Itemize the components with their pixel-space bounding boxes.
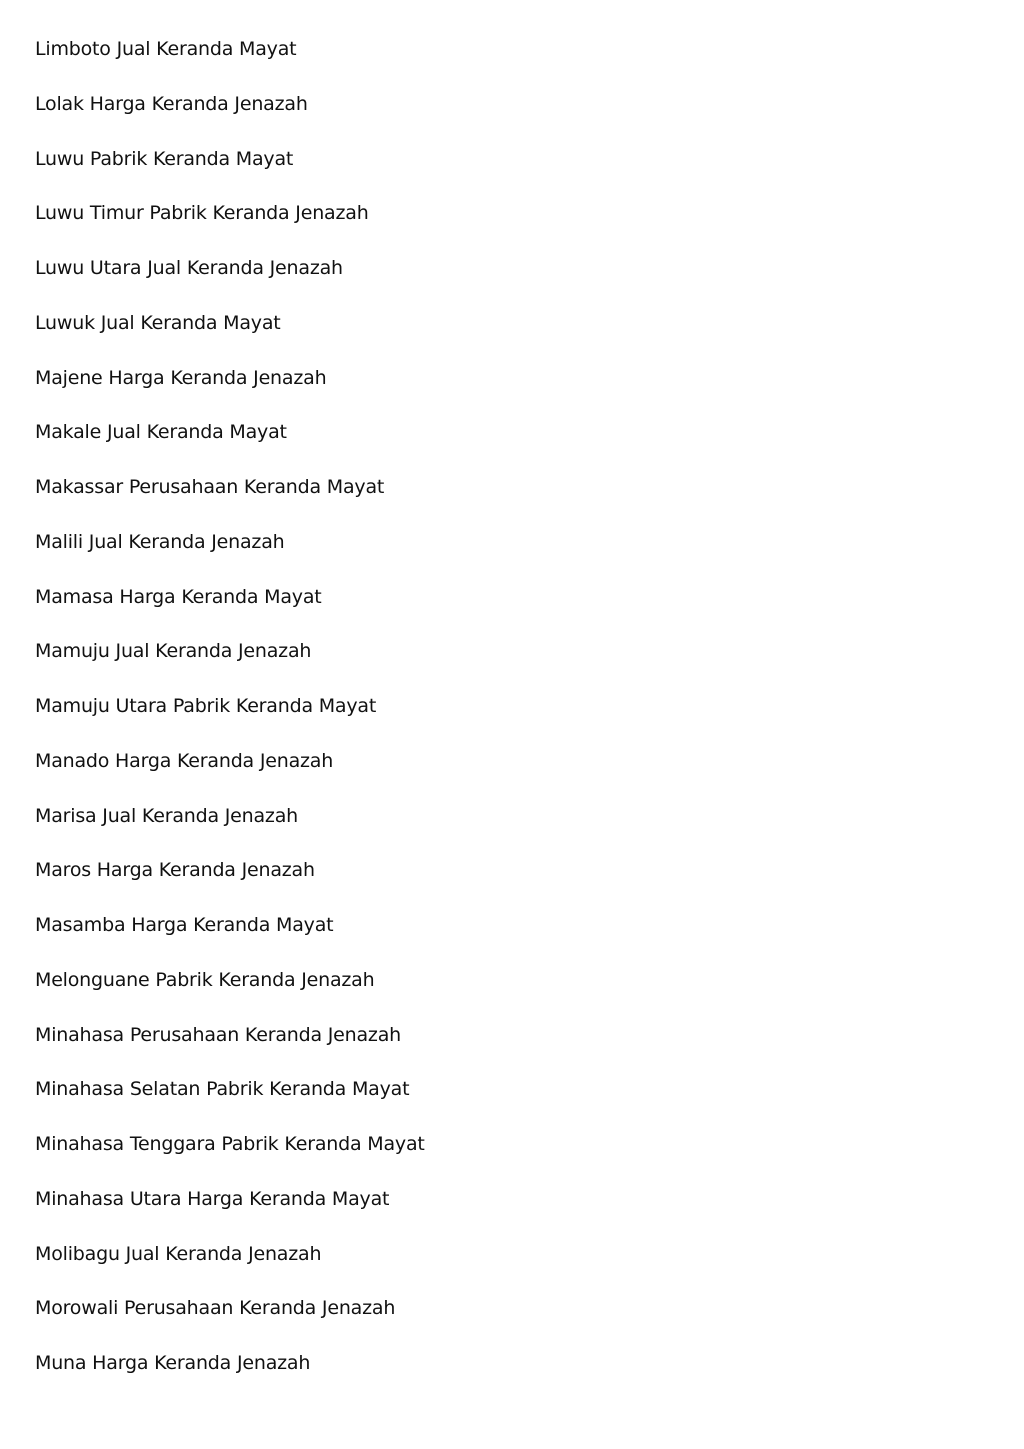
list-item: Luwu Timur Pabrik Keranda Jenazah [35, 202, 369, 225]
list-item: Minahasa Selatan Pabrik Keranda Mayat [35, 1078, 410, 1101]
list-item: Luwu Pabrik Keranda Mayat [35, 147, 294, 170]
list-item: Muna Harga Keranda Jenazah [35, 1352, 311, 1374]
list-item: Makassar Perusahaan Keranda Mayat [35, 476, 385, 498]
list-item: Minahasa Utara Harga Keranda Mayat [35, 1187, 390, 1210]
list-item: Morowali Perusahaan Keranda Jenazah [35, 1297, 396, 1320]
list-item: Masamba Harga Keranda Mayat [35, 914, 334, 936]
list-item: Molibagu Jual Keranda Jenazah [35, 1242, 322, 1265]
list-item: Mamuju Jual Keranda Jenazah [35, 640, 312, 663]
list-item: Mamasa Harga Keranda Mayat [35, 585, 322, 608]
list-item: Manado Harga Keranda Jenazah [35, 749, 334, 772]
list-item: Luwu Utara Jual Keranda Jenazah [35, 257, 343, 279]
list-item: Luwuk Jual Keranda Mayat [35, 311, 281, 334]
list-item: Makale Jual Keranda Mayat [35, 421, 287, 444]
list-item: Majene Harga Keranda Jenazah [35, 366, 327, 389]
location-list [35, 36, 425, 1405]
list-item: Maros Harga Keranda Jenazah [35, 859, 315, 882]
list-item: Minahasa Perusahaan Keranda Jenazah [35, 1023, 401, 1046]
list-item: Melonguane Pabrik Keranda Jenazah [35, 968, 375, 991]
list-item: Mamuju Utara Pabrik Keranda Mayat [35, 695, 377, 717]
list-item: Marisa Jual Keranda Jenazah [35, 804, 298, 827]
list-item: Limboto Jual Keranda Mayat [35, 38, 297, 60]
list-item: Malili Jual Keranda Jenazah [35, 530, 285, 553]
list-item: Minahasa Tenggara Pabrik Keranda Mayat [35, 1133, 425, 1155]
list-item: Lolak Harga Keranda Jenazah [35, 92, 308, 115]
